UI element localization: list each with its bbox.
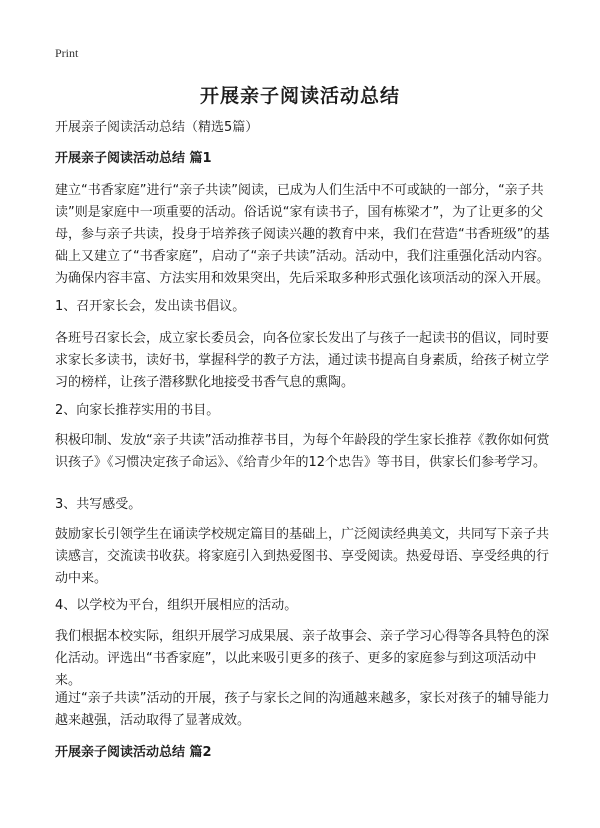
section-heading-2: 开展亲子阅读活动总结 篇2 xyxy=(55,745,212,760)
step4-body: 我们根据本校实际，组织开展学习成果展、亲子故事会、亲子学习心得等各具特色的深化活动。评选出“书香家庭”，以此来吸引更多的孩子、更多的家庭参与到这项活动中来。 xyxy=(55,629,550,688)
section-heading-1: 开展亲子阅读活动总结 篇1 xyxy=(55,151,212,166)
document-title: 开展亲子阅读活动总结 xyxy=(199,85,400,107)
step3-title: 3、共写感受。 xyxy=(55,497,142,512)
step1-title: 1、召开家长会，发出读书倡议。 xyxy=(55,299,246,314)
intro-paragraph: 建立“书香家庭”进行“亲子共读”阅读，已成为人们生活中不可或缺的一部分，“亲子共读”则是家庭中一项重要的活动。俗话说“家有读书子，国有栋梁才”，为了让更多的父母，参与亲子共读，投身于培养孩子阅读兴趣的教育中来，我们在营造“书香班级”的基础上又建立了“书香家庭”，启动了“亲子共读”活动。活动中，我们注重强化活动内容。为确保内容丰富、方法实用和效果突出，先后采取多种形式强化该项活动的深入开展。 xyxy=(55,183,550,286)
document-subtitle: 开展亲子阅读活动总结（精选5篇） xyxy=(55,120,259,135)
step2-body: 积极印制、发放“亲子共读”活动推荐书目，为每个年龄段的学生家长推荐《教你如何赏识孩子》《习惯决定孩子命运》、《给青少年的12个忠告》等书目，供家长们参考学习。 xyxy=(55,433,550,470)
step1-body: 各班号召家长会，成立家长委员会，向各位家长发出了与孩子一起读书的倡议，同时要求家长多读书，读好书，掌握科学的教子方法，通过读书提高自身素质，给孩子树立学习的榜样，让孩子潜移默化地接受书香气息的熏陶。 xyxy=(55,331,550,390)
step4-title: 4、以学校为平台，组织开展相应的活动。 xyxy=(55,598,298,613)
conclusion-paragraph: 通过“亲子共读”活动的开展，孩子与家长之间的沟通越来越多，家长对孩子的辅导能力越来越强，活动取得了显著成效。 xyxy=(55,691,550,728)
print-label: Print xyxy=(55,46,79,60)
step2-title: 2、向家长推荐实用的书目。 xyxy=(55,403,220,418)
step3-body: 鼓励家长引领学生在诵读学校规定篇目的基础上，广泛阅读经典美文，共同写下亲子共读感言，交流读书收获。将家庭引入到热爱图书、享受阅读。热爱母语、享受经典的行动中来。 xyxy=(55,527,550,586)
